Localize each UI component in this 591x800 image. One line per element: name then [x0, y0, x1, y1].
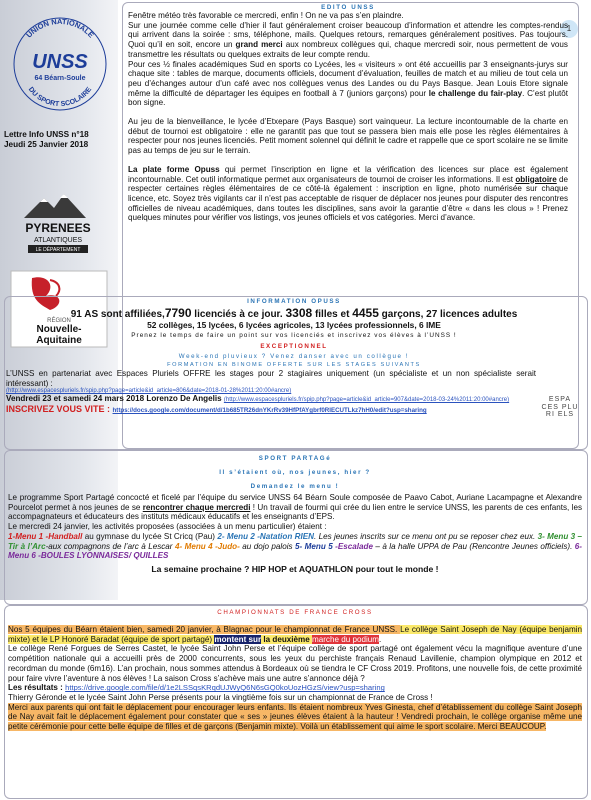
edito-p2c: . C’est plutôt bon signe.: [128, 88, 568, 108]
cross-p1g: .: [379, 634, 382, 644]
menu-4-text: au dojo palois: [239, 541, 296, 551]
edito-p2-bold: le challenge du fair-play: [428, 88, 523, 98]
edito-title: EDITO UNSS: [321, 4, 375, 11]
menu-list: [8, 532, 582, 561]
formation-paragraph: L’UNSS en partenariat avec Espaces Pluriels OFFRE les stages pour 2 stagiaires uniquement (un spécialiste et un non spécialiste serait intéressant) :: [6, 369, 536, 388]
menu-1: 1-Menu 1 -Handball: [8, 531, 83, 541]
sport-p1b: ! Un travail de fourmi qui crée du lien entre le service UNSS, les parents de ces enfants, les accompagnateurs et éducateurs des instituts médicaux éducatifs et les enseignants d’EPS.: [8, 502, 582, 522]
menu-1-text: au gymnase du lycée St Cricq (Pau): [82, 531, 218, 541]
page-number: 1: [560, 20, 578, 38]
logo-arc-bottom: DU SPORT SCOLAIRE: [26, 86, 94, 109]
pyrenees-line1: PYRENEES: [25, 221, 91, 235]
unss-logo: [8, 8, 112, 112]
menu-2-text: . Les jeunes inscrits sur ce menu ont pu se reposer chez eux.: [313, 531, 538, 541]
stats-garcons: 4455: [352, 306, 379, 320]
results-label: Les résultats :: [8, 683, 66, 693]
cross-podium-2: la deuxième: [261, 634, 312, 644]
edito-p4a: qui permet l’inscription en ligne et la vérification des licences sur place est également incontournable. Cet outil informatique permet aux organisateurs de tournoi de croiser les informations. Il est: [128, 164, 568, 184]
next-week: La semaine prochaine ? HIP HOP et AQUATHLON pour tout le monde !: [151, 563, 439, 574]
sport-paragraph: [8, 493, 582, 522]
cross-podium-3: marche du podium: [311, 634, 380, 644]
cross-p1a: Nos 5 équipes du Béarn étaient bien, samedi 20 janvier, à Blagnac pour le championnat de France UNSS.: [8, 625, 401, 634]
newsletter-header: [4, 130, 116, 150]
info-section: [6, 298, 582, 414]
cross-paragraph: [8, 625, 582, 644]
exceptional-subtitle: Week-end pluvieux ? Venez danser avec un collègue !: [178, 353, 410, 360]
region-line1: RÉGION: [47, 318, 71, 324]
stage-2: [6, 394, 526, 403]
newsletter-date: Jeudi 25 Janvier 2018: [4, 140, 89, 149]
edito-p1a: Fenêtre météo très favorable ce mercredi, enfin ! On ne va pas s’en plaindre.: [128, 11, 404, 20]
opuss-stats-line1: [6, 306, 582, 320]
menu-2: 2- Menu 2 -Natation RIEN: [217, 531, 314, 541]
region-line3: Aquitaine: [36, 335, 82, 346]
edito-p2a: Pour ces ½ finales académiques Sud en sports co Lycées, les « visiteurs » ont été accueillis par 3 enseignants-jurys sur chaque site : tables de marque, documents officiels, document d’évaluation, feuilles de match et au milieu de tout cela un peu d’échanges autour d’un café avec nos collègues venus des Landes ou du Pays Basque. Jean Louis Etore signale même la difficulté de départager les équipes en football à 7 (juniors garçons) pour: [128, 59, 568, 98]
sport-partage-subtitle: Il s’étaient où, nos jeunes, hier ?: [219, 469, 371, 476]
edito-paragraph: [128, 60, 568, 109]
menu-5: 5- Menu 5: [295, 541, 333, 551]
edito-content: [128, 4, 568, 223]
exceptional-title: EXCEPTIONNEL: [260, 343, 328, 350]
inscription-label: INSCRIVEZ VOUS VITE :: [6, 404, 113, 415]
results-link[interactable]: https://drive.google.com/file/d/1e2LSSqsKRqdUJWyQ6N6sGQ0koUozHGzS/view?usp=sharing: [65, 683, 385, 693]
menu-5-activity: -Escalade: [332, 541, 373, 551]
cross-paragraph: Le collège René Forgues de Serres Castet, le lycée Saint John Perse et l’équipe collège de sport partagé ont également vécu la magnifique aventure d’une compétition nationale qui a accueilli près de 2000 concurrents, sous les yeux du perchiste français Renaud Lavillenie, champion olympique en 2012 et recordman du monde (6m16). L’an prochain, nous sommes attendus à Bordeaux où se tiendra le CF Cross 2019. Profitons, une nouvelle fois, de cette proximité pour faire vivre l’aventure à nos élèves ! La saison Cross s’achève mais une autre s’annonce déjà ?: [8, 644, 582, 683]
edito-p1c: aux nombreux collègues qui, chaque mercredi soir, nous permettent de vous transmettre les résultats ou quelques extraits de leur compte rendu.: [128, 40, 568, 59]
edito-paragraph: [128, 165, 568, 223]
svg-text:DU SPORT SCOLAIRE: [27, 86, 94, 108]
obligatoire-label: obligatoire: [515, 174, 557, 184]
logo-brand: UNSS: [32, 51, 88, 73]
opuss-reminder: Prenez le temps de faire un point sur vos licenciés et inscrivez vos élèves à l’UNSS !: [131, 332, 457, 339]
cross-p1c: et le LP Honoré Baradat (équipe de sport partagé): [30, 634, 215, 644]
edito-p1b: Sur une journée comme celle d’hier il faut généralement croiser beaucoup d’information et attendre les comptes-rendus qui arrivent dans la soirée : sms, téléphone, mails. Quelques retours, remarques généralement positives. Pas toujours. Quoi qu’il en soit, encore un: [128, 20, 568, 50]
cross-p1b: Le collège Saint Joseph de Nay (équipe benjamin mixte): [8, 625, 583, 644]
espaces-pluriels-logo: ESPA CES PLU RI ELS: [541, 396, 579, 418]
formation-title: FORMATION EN BINOME OFFERTE SUR LES STAGES SUIVANTS: [167, 362, 421, 368]
stage-link-2[interactable]: (http://www.espacespluriels.fr/spip.php?page=article&id_article=907&date=2018-03-24%2011:20:00#ancre): [223, 397, 510, 404]
stats-filles: 3308: [285, 306, 313, 320]
logo-dept: 64 Béarn-Soule: [34, 75, 86, 82]
inscription-link[interactable]: https://docs.google.com/document/d/1b685TR26dnYKrRv39HfPfAYgbrf0RIECUTLkz7hH0/edit?usp=sharing: [112, 407, 427, 415]
sport-partage-title: SPORT PARTAGé: [258, 455, 332, 462]
stats-as: 91 AS sont affiliées,: [70, 309, 165, 320]
cross-paragraph: Thierry Géronde et le lycée Saint John Perse présents pour la vingtième fois sur un championnat de France de Cross !: [8, 692, 433, 702]
sport-partage-section: [8, 455, 582, 574]
edito-p1-bold: grand merci: [235, 40, 283, 50]
sport-paragraph: Le mercredi 24 janvier, les activités proposées (associées à un menu particulier) étaient :: [8, 522, 327, 532]
pyrenees-line3: LE DÉPARTEMENT: [35, 247, 81, 253]
cross-thanks: Merci aux parents qui ont fait le déplacement pour encourager leurs enfants. Ils étaient nombreux Yves Ginesta, chef d’établissement du collège Saint Joseph de Nay avait fait le déplacement également pour constater que « ses » jeunes élèves étaient à la hauteur ! Vendredi prochain, le collège organise même une petite cérémonie pour cette belle équipe de filles et de garçons (Benjamin mixte). Voilà un établissement qui aime le sport scolaire. Merci BEAUCOUP.: [8, 702, 582, 732]
edito-paragraph: [128, 11, 568, 21]
sport-p1-bold: rencontrer chaque mercredi: [142, 502, 251, 512]
pyrenees-atlantiques-logo: [6, 188, 110, 264]
region-line2: Nouvelle-: [36, 324, 82, 335]
cross-podium-1: montent sur: [214, 634, 262, 644]
menu-4: 4- Menu 4 -Judo-: [174, 541, 240, 551]
edito-p4b: de respecter certaines règles élémentaires de ce côté-là également : inscription en ligne, photo numérisée sur chaque licence, etc. Soyez très vigilants car il n’est pas acceptable de risquer de déplacer nos jeunes pour disputer des rencontres officielles de niveau académiques, dans toutes les disciplines, sans avoir la garantie d’être « dans les clous » ! Prenez quelques minutes pour vérifier vos listings, vos jeunes officiels et vos catégories. Merci d’avance.: [128, 174, 568, 223]
stats-text: filles et: [312, 309, 353, 320]
sport-p1a: Le programme Sport Partagé concocté et ficelé par l’équipe du service UNSS 64 Béarn Soule composée de Paavo Cabot, Auriane Lacampagne et Alexandre Pourcelot permet à nos jeunes de se: [8, 493, 582, 512]
cross-title: CHAMPIONNATS DE FRANCE CROSS: [217, 609, 373, 616]
opuss-platform-label: La plate forme Opuss: [128, 164, 220, 174]
cross-paragraph: [8, 703, 582, 732]
menu-title: Demandez le menu !: [250, 483, 340, 490]
menu-3-text: -aux compagnons de l’arc à Lescar: [45, 541, 175, 551]
logo-arc-top: UNION NATIONALE: [24, 16, 96, 40]
inscription-line: [6, 404, 582, 414]
stage-2-dates: Vendredi 23 et samedi 24 mars 2018 Lorenzo De Angelis: [6, 394, 224, 404]
svg-text:UNION NATIONALE: [24, 17, 95, 40]
newsletter-title: Lettre Info UNSS n°18: [4, 130, 89, 139]
pyrenees-line2: ATLANTIQUES: [33, 237, 83, 244]
stage-link-1[interactable]: (http://www.espacespluriels.fr/spip.php?page=article&id_article=806&date=2018-01-28%2011:20:00#ancre): [6, 388, 292, 395]
edito-paragraph: Au jeu de la bienveillance, le lycée d’Etxepare (Pays Basque) sort vainqueur. La lecture incontournable de la charte en début de tournoi est obligatoire : elle ne garantit pas que tout se passera bien mais elle pose les règles élémentaires à respecter pour nos jeunes licenciés. Petit moment solennel qui définit le cadre et rappelle que ce sport scolaire ne se limite pas au temps de jeu sur le terrain.: [128, 117, 568, 156]
stats-licencies: 7790: [164, 306, 192, 320]
info-title: INFORMATION OPUSS: [247, 298, 341, 305]
cross-results: [8, 683, 582, 693]
menu-5-text: – à la halle UPPA de Pau (Rencontre Jeunes officiels).: [372, 541, 575, 551]
stats-text: garçons, 27 licences adultes: [378, 309, 518, 320]
opuss-stats-line2: 52 collèges, 15 lycées, 6 lycées agricoles, 13 lycées professionnels, 6 IME: [147, 320, 441, 330]
stats-text: licenciés à ce jour.: [191, 309, 286, 320]
edito-paragraph: [128, 21, 568, 60]
cross-section: [8, 609, 582, 732]
menu-3: 3- Menu 3 –Tir à l’Arc: [8, 531, 583, 551]
menu-6: 6- Menu 6 -BOULES LYONNAISES/ QUILLES: [8, 541, 582, 561]
